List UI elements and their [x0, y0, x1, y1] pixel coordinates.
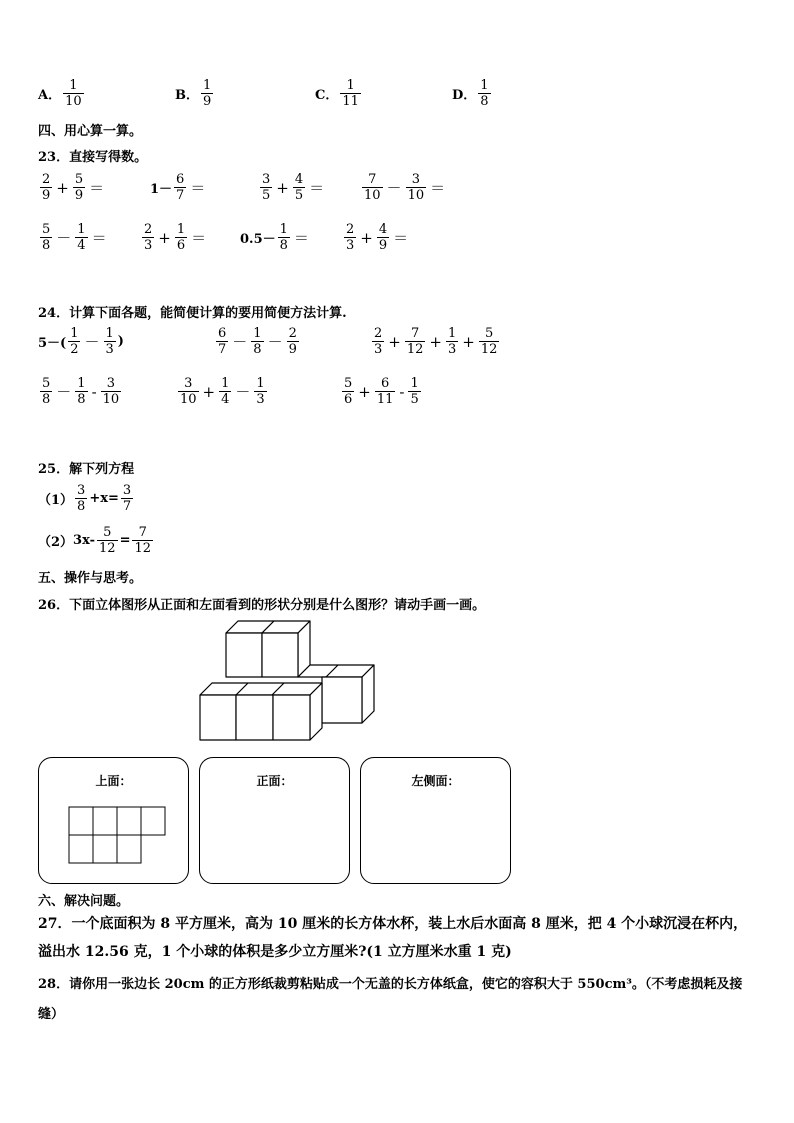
section-6-heading: 六、解决问题。: [38, 894, 130, 909]
q24-expr-1: 5－( $\frac{1}{2}$ － $\frac{1}{3}$ ): [38, 326, 124, 357]
option-c: C． $\frac{1}{11}$: [315, 78, 359, 109]
front-view-box[interactable]: [199, 757, 350, 884]
cube-stack-figure: [196, 618, 381, 744]
top-view-grid: [68, 806, 170, 866]
q23-title: 23．直接写得数。: [38, 150, 148, 165]
q27-text: 27．一个底面积为 8 平方厘米，高为 10 厘米的长方体水杯，装上水后水面高 8 厘米，把 4 个小球沉浸在杯内，溢出水 12.56 克，1 个小球的体积是多少立方厘米?(1 立方厘米水重 1 克): [38, 916, 748, 960]
option-a: A． $\frac{1}{10}$: [38, 78, 82, 109]
top-view-label: 上面：: [95, 774, 132, 788]
q26-title: 26．下面立体图形从正面和左面看到的形状分别是什么图形？请动手画一画。: [38, 598, 486, 613]
q23-expr-4: $\frac{7}{10}$ － $\frac{3}{10}$ ＝: [364, 172, 446, 203]
q24-expr-3: $\frac{2}{3}$ + $\frac{7}{12}$ + $\frac{1}{3}$ + $\frac{5}{12}$: [374, 326, 498, 357]
top-view-box: [38, 757, 189, 884]
q24-title: 24．计算下面各题，能简便计算的要用简便方法计算.: [38, 306, 347, 321]
option-b: B． $\frac{1}{9}$: [175, 78, 212, 109]
q23-expr-2: 1－ $\frac{6}{7}$ ＝: [150, 172, 206, 203]
q23-expr-8: $\frac{2}{3}$ + $\frac{4}{9}$ ＝: [346, 222, 409, 253]
left-view-box[interactable]: [360, 757, 511, 884]
q25-equation-2: （2） 3x- $\frac{5}{12}$ = $\frac{7}{12}$: [38, 525, 152, 556]
left-view-label: 左侧面：: [411, 774, 460, 788]
q24-expr-6: $\frac{5}{6}$ + $\frac{6}{11}$ - $\frac{1}{5}$: [344, 376, 419, 407]
q25-equation-1: （1） $\frac{3}{8}$ +x= $\frac{3}{7}$: [38, 483, 132, 514]
q24-expr-4: $\frac{5}{8}$ － $\frac{1}{8}$ - $\frac{3}{10}$: [42, 376, 120, 407]
q25-title: 25．解下列方程: [38, 462, 135, 477]
q23-expr-3: $\frac{3}{5}$ + $\frac{4}{5}$ ＝: [262, 172, 325, 203]
option-d: D． $\frac{1}{8}$: [452, 78, 489, 109]
q23-expr-5: $\frac{5}{8}$ － $\frac{1}{4}$ ＝: [42, 222, 107, 253]
q23-expr-1: $\frac{2}{9}$ + $\frac{5}{9}$ ＝: [42, 172, 105, 203]
q28-text: 28．请你用一张边长 20cm 的正方形纸裁剪粘贴成一个无盖的长方体纸盒，使它的容积大于 550cm³。（不考虑损耗及接缝）: [38, 977, 743, 1022]
q24-expr-5: $\frac{3}{10}$ + $\frac{1}{4}$ － $\frac{1}{3}$: [180, 376, 265, 407]
q23-expr-6: $\frac{2}{3}$ + $\frac{1}{6}$ ＝: [144, 222, 207, 253]
q23-expr-7: 0.5－ $\frac{1}{8}$ ＝: [240, 222, 309, 253]
front-view-label: 正面：: [256, 774, 293, 788]
section-4-heading: 四、用心算一算。: [38, 124, 143, 139]
q24-expr-2: $\frac{6}{7}$ － $\frac{1}{8}$ － $\frac{2}{9}$: [218, 326, 297, 357]
section-5-heading: 五、操作与思考。: [38, 571, 143, 586]
